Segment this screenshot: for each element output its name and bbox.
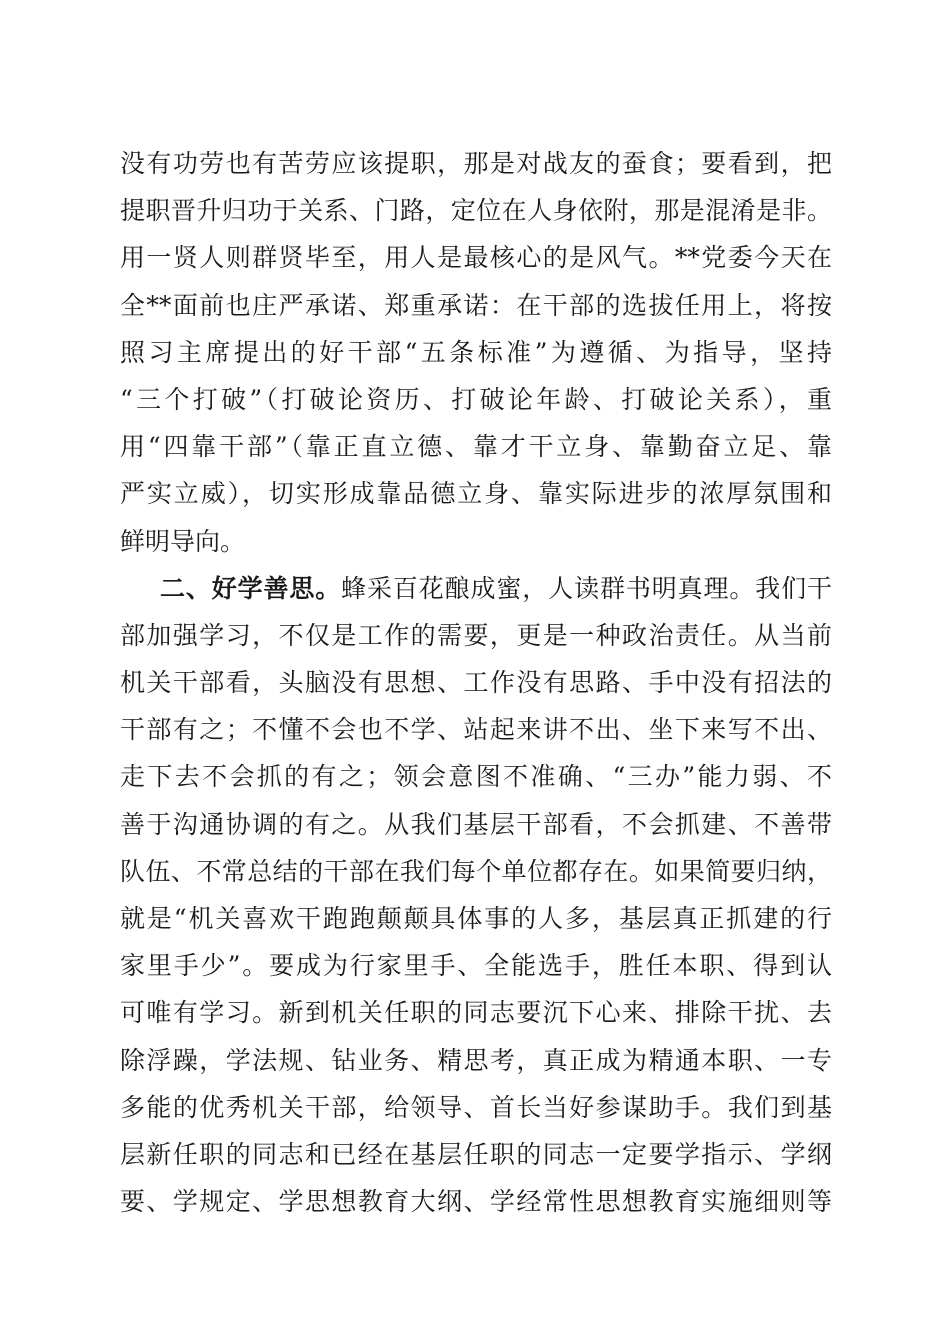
section-heading: 二、好学善思。 (160, 573, 342, 603)
paragraph-line: 用“四靠干部”（靠正直立德、靠才干立身、靠勤奋立足、靠 (120, 432, 832, 462)
paragraph-line: 没有功劳也有苦劳应该提职，那是对战友的蚕食；要看到，把 (120, 149, 832, 178)
paragraph-line: “三个打破”（打破论资历、打破论年龄、打破论关系），重 (120, 384, 832, 414)
paragraph-line: 用一贤人则群贤毕至，用人是最核心的是风气。**党委今天在 (120, 243, 832, 273)
paragraph-line: 多能的优秀机关干部，给领导、首长当好参谋助手。我们到基 (120, 1092, 832, 1122)
paragraph-line: 部加强学习，不仅是工作的需要，更是一种政治责任。从当前 (120, 620, 832, 650)
paragraph-line: 可唯有学习。新到机关任职的同志要沉下心来、排除干扰、去 (120, 998, 832, 1028)
paragraph-line: 除浮躁，学法规、钻业务、精思考，真正成为精通本职、一专 (120, 1045, 832, 1075)
paragraph-1 (120, 140, 832, 565)
paragraph-line: 提职晋升归功于关系、门路，定位在人身依附，那是混淆是非。 (120, 196, 832, 226)
paragraph-line: 严实立威），切实形成靠品德立身、靠实际进步的浓厚氛围和 (120, 479, 832, 509)
paragraph-line: 善于沟通协调的有之。从我们基层干部看，不会抓建、不善带 (120, 809, 832, 839)
paragraph-line: 鲜明导向。 (120, 526, 246, 556)
paragraph-line: 干部有之；不懂不会也不学、站起来讲不出、坐下来写不出、 (120, 715, 832, 745)
paragraph-line: 家里手少”。要成为行家里手、全能选手，胜任本职、得到认 (120, 951, 832, 981)
paragraph-line: 层新任职的同志和已经在基层任职的同志一定要学指示、学纲 (120, 1139, 832, 1169)
document-body (120, 140, 832, 1225)
paragraph-line: 照习主席提出的好干部“五条标准”为遵循、为指导，坚持 (120, 337, 832, 367)
paragraph-line: 队伍、不常总结的干部在我们每个单位都存在。如果简要归纳， (120, 856, 832, 886)
paragraph-line: 机关干部看，头脑没有思想、工作没有思路、手中没有招法的 (120, 668, 832, 698)
paragraph-line: 要、学规定、学思想教育大纲、学经常性思想教育实施细则等 (120, 1187, 832, 1217)
paragraph-first-line (120, 565, 832, 612)
paragraph-line-text: 蜂采百花酿成蜜，人读群书明真理。我们干 (341, 573, 832, 603)
paragraph-line: 走下去不会抓的有之；领会意图不准确、“三办”能力弱、不 (120, 762, 832, 792)
paragraph-line: 就是“机关喜欢干跑跑颠颠具体事的人多，基层真正抓建的行 (120, 904, 832, 933)
paragraph-2 (120, 565, 832, 1226)
paragraph-line: 全**面前也庄严承诺、郑重承诺：在干部的选拔任用上，将按 (120, 290, 832, 320)
